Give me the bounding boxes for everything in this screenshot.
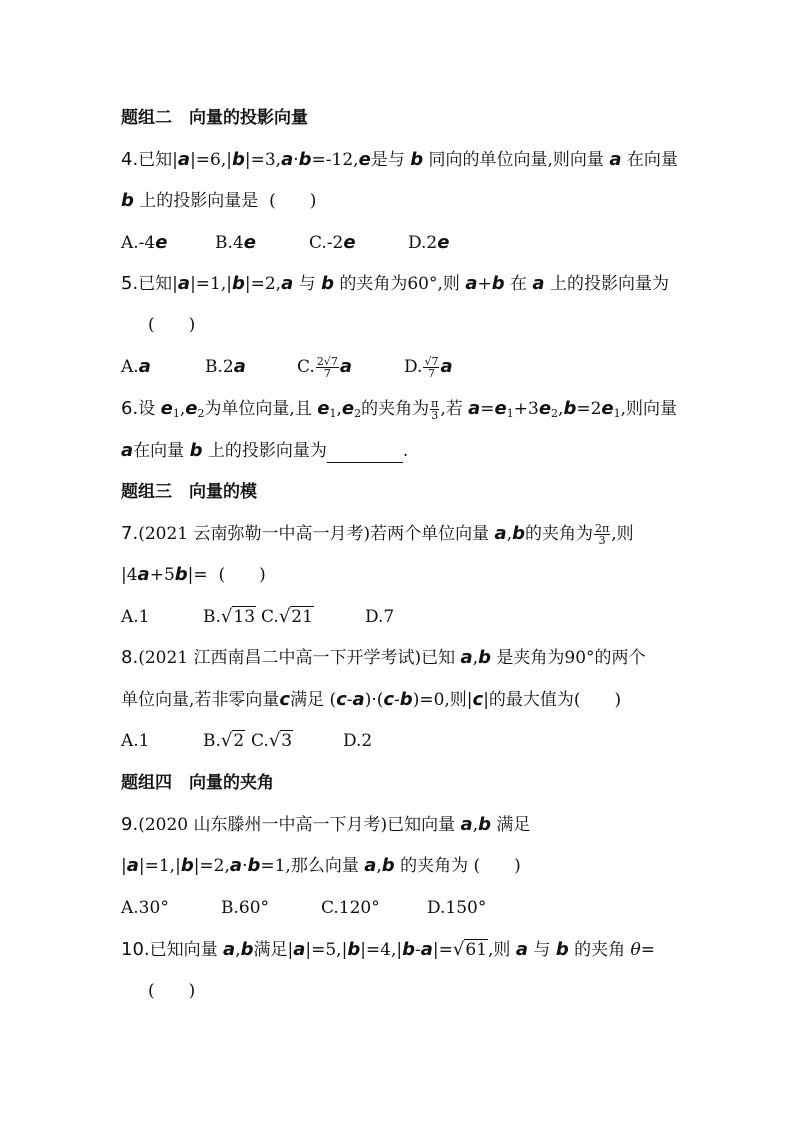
- answer-parentheses[interactable]: ( ): [148, 315, 196, 335]
- option-d[interactable]: D.2e: [408, 232, 450, 253]
- question-5-options: [121, 355, 453, 379]
- answer-parentheses[interactable]: ( ): [573, 690, 622, 710]
- option-a[interactable]: A.-4e: [121, 232, 168, 253]
- option-d[interactable]: D.7: [365, 607, 395, 627]
- option-d[interactable]: D.2: [343, 731, 373, 751]
- question-7-line-2: |4a+5b|= ( ): [121, 564, 266, 585]
- answer-parentheses[interactable]: ( ): [218, 565, 266, 585]
- group-heading-2: 题组二 向量的投影向量: [121, 108, 308, 128]
- question-9-line-2: |a|=1,|b|=2,a·b=1,那么向量 a,b 的夹角为 ( ): [121, 855, 521, 876]
- question-7-line-1: 7.(2021 云南弥勒一中高一月考)若两个单位向量 a,b的夹角为 $\frac{2\pi}{3}$ ,则: [121, 522, 634, 547]
- question-8-line-1: 8.(2021 江西南昌二中高一下开学考试)已知 a,b 是夹角为90°的两个: [121, 647, 646, 668]
- option-c[interactable]: C.-2e: [309, 232, 356, 253]
- option-c[interactable]: C. $\frac{2√7}{7}$ a: [297, 355, 352, 380]
- question-9-line-1: 9.(2020 山东滕州一中高一下月考)已知向量 a,b 满足: [121, 814, 531, 835]
- option-b[interactable]: B.2a: [205, 356, 246, 377]
- square-root: √61: [452, 939, 488, 960]
- question-5-line-2: [148, 313, 195, 337]
- group-heading-3: 题组三 向量的模: [121, 482, 257, 502]
- square-root: √3: [268, 730, 293, 751]
- fraction: $\frac{\pi}{3}$: [431, 397, 439, 422]
- question-4-options: [121, 231, 449, 255]
- option-b[interactable]: B.√13: [203, 606, 256, 627]
- question-4-line-2: b 上的投影向量是 ( ): [121, 190, 317, 211]
- answer-parentheses[interactable]: ( ): [473, 856, 521, 876]
- option-c[interactable]: C.120°: [321, 898, 380, 918]
- answer-parentheses[interactable]: ( ): [148, 981, 196, 1001]
- option-b[interactable]: B.√2: [203, 730, 245, 751]
- question-4-line-1: 4.已知|a|=6,|b|=3,a·b=-12,e是与 b 同向的单位向量,则向量 a 在向量: [121, 149, 678, 170]
- fraction: $\frac{√7}{7}$: [424, 355, 439, 380]
- square-root: √13: [220, 606, 256, 627]
- question-5-line-1: 5.已知|a|=1,|b|=2,a 与 b 的夹角为60°,则 a+b 在 a 上的投影向量为: [121, 273, 669, 294]
- square-root: √21: [278, 606, 313, 627]
- fraction: $\frac{2\pi}{3}$: [594, 522, 610, 547]
- option-a[interactable]: A.30°: [121, 898, 169, 918]
- option-a[interactable]: A.1: [121, 607, 150, 627]
- question-6-line-1: 6.设 $e_1,e_2$为单位向量,且 $e_1,e_2$的夹角为 $\frac{\pi}{3}$ ,若 $a=e_1+3e_2,b=2e_1$,则向量: [121, 397, 678, 422]
- answer-blank[interactable]: [327, 446, 403, 463]
- question-8-options: [121, 729, 372, 753]
- option-d[interactable]: D. $\frac{√7}{7}$ a: [404, 355, 453, 380]
- fraction: $\frac{2√7}{7}$: [316, 355, 338, 380]
- square-root: √2: [220, 730, 245, 751]
- question-7-options: [121, 605, 394, 629]
- group-heading-4: 题组四 向量的夹角: [121, 773, 274, 793]
- answer-parentheses[interactable]: ( ): [269, 191, 317, 211]
- question-10-line-2: [148, 979, 195, 1003]
- question-10-line-1: 10.已知向量 a,b满足|a|=5,|b|=4,|b-a|=√61,则 a 与 b 的夹角 θ=: [121, 939, 656, 960]
- option-b[interactable]: B.60°: [221, 898, 270, 918]
- option-a[interactable]: A.1: [121, 731, 150, 751]
- option-a[interactable]: A.a: [121, 356, 151, 377]
- option-d[interactable]: D.150°: [427, 898, 487, 918]
- question-6-line-2: a在向量 b 上的投影向量为 .: [121, 440, 409, 461]
- option-b[interactable]: B.4e: [215, 232, 256, 253]
- option-c[interactable]: C.√3: [251, 730, 293, 751]
- question-8-line-2: 单位向量,若非零向量c满足 (c-a)·(c-b)=0,则|c|的最大值为( ): [121, 689, 622, 710]
- question-9-options: [121, 896, 486, 920]
- option-c[interactable]: C.√21: [261, 606, 313, 627]
